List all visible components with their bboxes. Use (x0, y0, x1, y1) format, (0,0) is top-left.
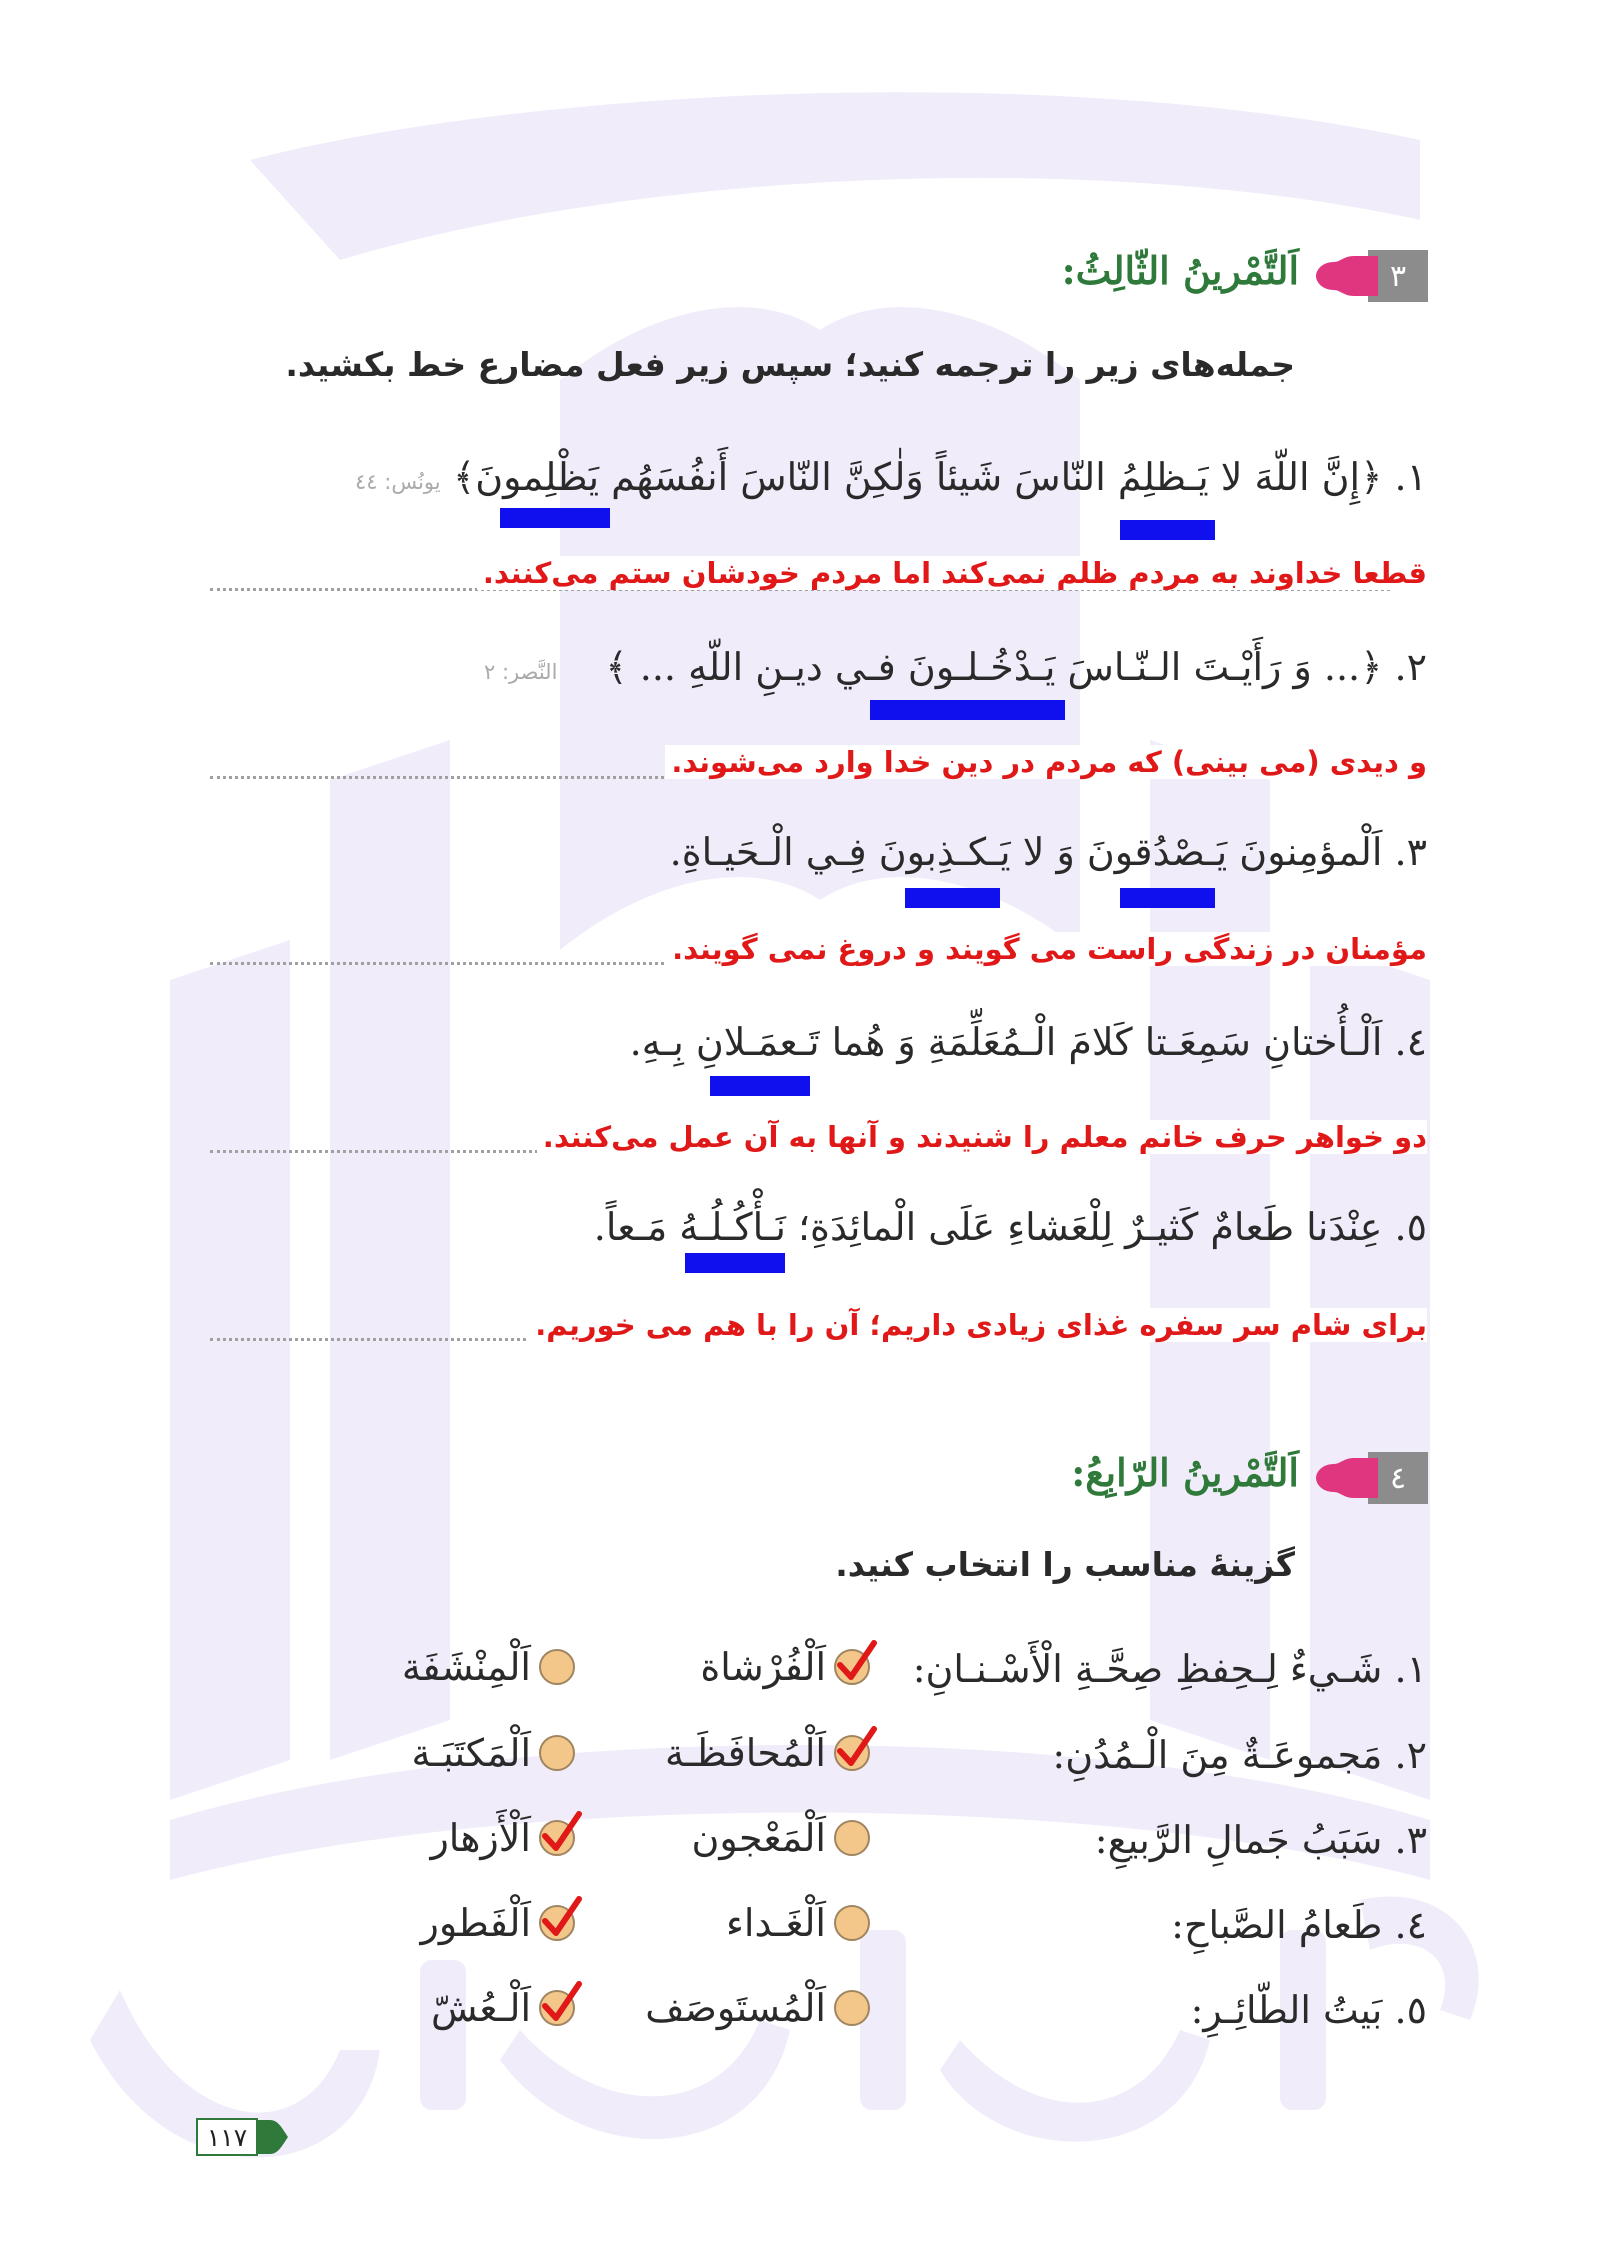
checked-radio[interactable] (834, 1735, 870, 1771)
option-label: اَلْفَطور (420, 1901, 531, 1945)
question-number: ١. (1394, 1647, 1427, 1691)
radio-button[interactable] (539, 1735, 575, 1771)
red-check-icon (539, 1895, 583, 1943)
radio-button[interactable] (539, 1649, 575, 1685)
radio-button[interactable] (834, 1820, 870, 1856)
checked-radio[interactable] (539, 1820, 575, 1856)
item-number: ٥. (1394, 1205, 1427, 1249)
question-number: ٤. (1394, 1903, 1427, 1947)
item-number: ٤. (1394, 1020, 1427, 1064)
exercise-3-item-5 (594, 1205, 1427, 1249)
question-2 (1052, 1733, 1427, 1777)
item-number: ٣. (1394, 830, 1427, 874)
quran-reference: النَّصر: ٢ (484, 660, 558, 684)
option-label: اَلْغَـداء (726, 1901, 826, 1945)
option-1[interactable] (700, 1645, 870, 1689)
question-text: مَجموعَـةٌ مِنَ الْـمُدُنِ: (1052, 1733, 1383, 1777)
question-text: سَبَبُ جَمالِ الرَّبيعِ: (1094, 1818, 1383, 1862)
item-number: ٢. (1394, 645, 1427, 689)
exercise-3-item-4 (630, 1020, 1427, 1064)
item-number: ١. (1394, 455, 1427, 499)
exercise-3-instruction: جمله‌های زیر را ترجمه کنید؛ سپس زیر فعل مضارع خط بکشید. (285, 345, 1295, 384)
exercise-4-instruction: گزینۀ مناسب را انتخاب کنید. (835, 1545, 1295, 1584)
question-text: طَعامُ الصَّباحِ: (1171, 1903, 1383, 1947)
exercise-4-title: اَلتَّمْرينُ الرّابِعُ: (1071, 1450, 1299, 1495)
verb-underline (685, 1253, 785, 1273)
checked-radio[interactable] (539, 1905, 575, 1941)
question-4 (1171, 1903, 1427, 1947)
arabic-sentence: ﴿... وَ رَأَيْـتَ الـنّـاسَ يَـدْخُـلـونَ فـي ديـنِ اللّهِ ... ﴾ (605, 645, 1383, 689)
question-5 (1191, 1988, 1427, 2032)
red-check-icon (539, 1810, 583, 1858)
option-label: اَلْأَزهار (430, 1816, 531, 1860)
green-leaf-icon (256, 2118, 290, 2156)
verb-underline (500, 508, 610, 528)
option-label: اَلْـعُشّ (430, 1986, 531, 2030)
pink-flower-icon (1314, 250, 1378, 302)
arabic-sentence: ﴿إِنَّ اللّهَ لا يَـظلِمُ النّاسَ شَيئاً وَلٰكِنَّ النّاسَ أَنفُسَهُم يَظْلِمونَ﴾ (452, 455, 1383, 499)
verb-underline (1120, 888, 1215, 908)
page-number (196, 2118, 258, 2156)
page-number-text: ١١٧ (206, 2122, 248, 2152)
option-label: اَلْمُستَوصَف (645, 1986, 826, 2030)
answer-translation: مؤمنان در زندگی راست می گویند و دروغ نمی گویند. (666, 932, 1427, 966)
verb-underline (905, 888, 1000, 908)
arabic-sentence: اَلْـأُختانِ سَمِعَـتا كَلامَ الْـمُعَلِّمَةِ وَ هُما تَـعمَـلانِ بِـهِ. (629, 1020, 1383, 1064)
answer-translation: قطعا خداوند به مردم ظلم نمی‌کند اما مردم خودشان ستم می‌کنند. (477, 556, 1427, 590)
exercise-3-item-1 (453, 455, 1427, 499)
answer-translation: دو خواهر حرف خانم معلم را شنیدند و آنها به آن عمل می‌کنند. (537, 1120, 1427, 1154)
radio-button[interactable] (834, 1990, 870, 2026)
red-check-icon (834, 1725, 878, 1773)
quran-reference: يونُس: ٤٤ (355, 470, 441, 494)
red-check-icon (539, 1980, 583, 2028)
red-check-icon (834, 1639, 878, 1687)
exercise-3-number: ٣ (1389, 258, 1407, 294)
verb-underline (1120, 520, 1215, 540)
question-number: ٣. (1394, 1818, 1427, 1862)
option-2[interactable] (430, 1816, 575, 1860)
option-2[interactable] (402, 1645, 575, 1689)
verb-underline (710, 1076, 810, 1096)
option-label: اَلْمَعْجون (691, 1816, 826, 1860)
question-1 (913, 1647, 1427, 1691)
option-label: اَلْمَكتَبَـة (411, 1731, 531, 1775)
question-number: ٢. (1394, 1733, 1427, 1777)
question-number: ٥. (1394, 1988, 1427, 2032)
option-label: اَلْمُحافَظَـة (664, 1731, 826, 1775)
radio-button[interactable] (834, 1905, 870, 1941)
exercise-4-number: ٤ (1389, 1460, 1407, 1496)
option-label: اَلْمِنْشَفَة (401, 1645, 531, 1689)
option-label: اَلْفُرْشاة (700, 1645, 826, 1689)
option-2[interactable] (411, 1731, 575, 1775)
pink-flower-icon (1314, 1452, 1378, 1504)
option-2[interactable] (431, 1986, 575, 2030)
arabic-sentence: اَلْمؤمِنونَ يَـصْدُقونَ وَ لا يَـكـذِبونَ فِـي الْـحَيـاةِ. (669, 830, 1383, 874)
exercise-3-item-2 (605, 645, 1427, 689)
arabic-sentence: عِنْدَنا طَعامٌ كَثيـرٌ لِلْعَشاءِ عَلَى الْمائِدَةِ؛ نَـأْكُـلُـهُ مَـعاً. (593, 1205, 1383, 1249)
option-1[interactable] (645, 1986, 870, 2030)
answer-translation: برای شام سر سفره غذای زیادی داریم؛ آن را با هم می خوریم. (529, 1308, 1427, 1342)
exercise-3-item-3 (670, 830, 1427, 874)
question-3 (1095, 1818, 1427, 1862)
question-text: بَيتُ الطّائِـرِ: (1190, 1988, 1383, 2032)
option-2[interactable] (420, 1901, 575, 1945)
checked-radio[interactable] (539, 1990, 575, 2026)
question-text: شَـيءٌ لِـحِفظِ صِحَّـةِ الْأَسْـنـانِ: (912, 1647, 1383, 1691)
option-1[interactable] (691, 1816, 870, 1860)
answer-translation: و دیدی (می بینی) که مردم در دین خدا وارد می‌شوند. (665, 745, 1427, 779)
option-1[interactable] (665, 1731, 870, 1775)
checked-radio[interactable] (834, 1649, 870, 1685)
verb-underline (870, 700, 1065, 720)
option-1[interactable] (726, 1901, 870, 1945)
exercise-3-title: اَلتَّمْرينُ الثّالِثُ: (1061, 248, 1299, 293)
